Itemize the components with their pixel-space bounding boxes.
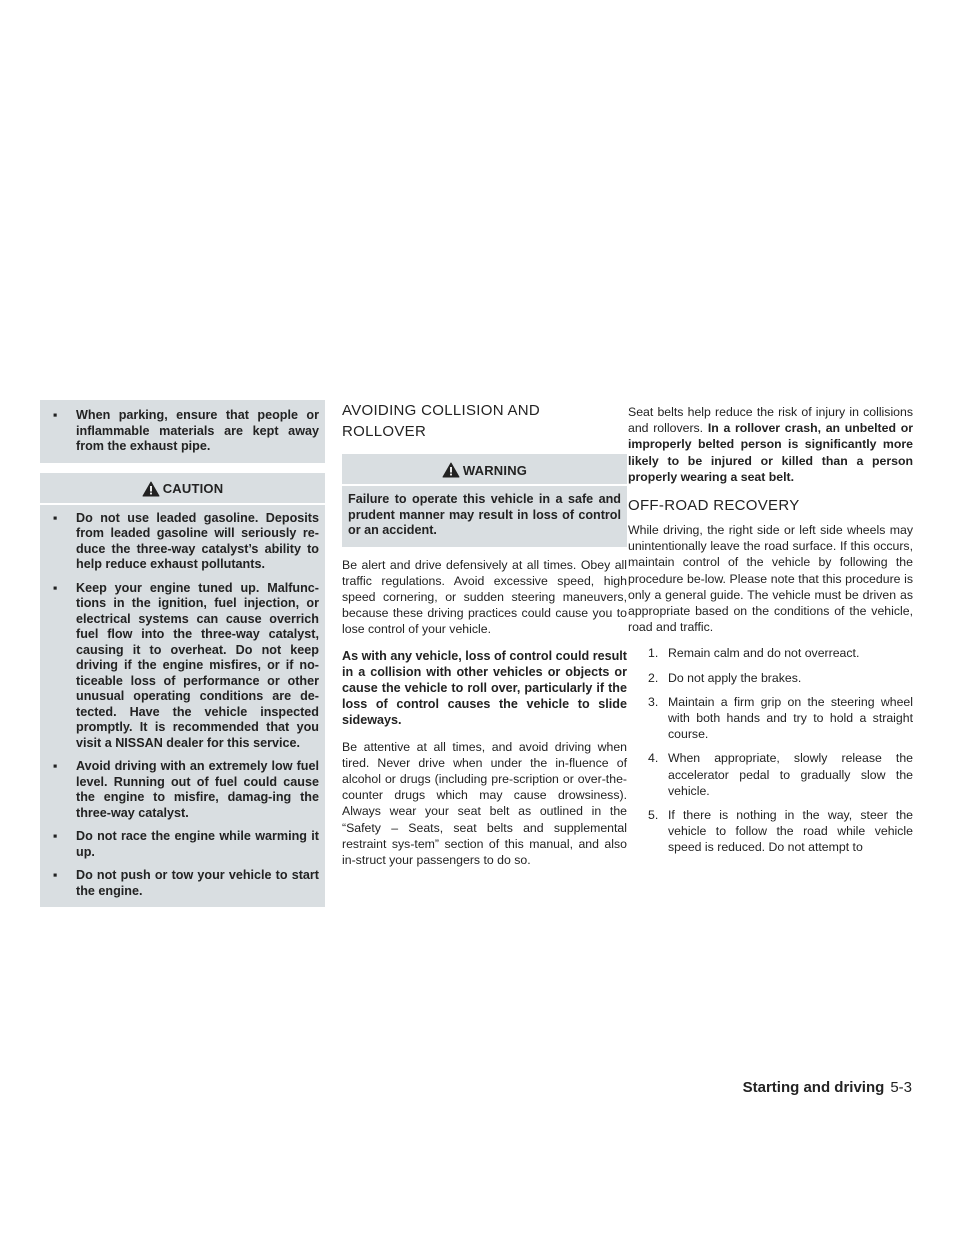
footer-section-name: Starting and driving	[742, 1079, 885, 1096]
list-item: ▪ Keep your engine tuned up. Malfunc-tions in the ignition, fuel injection, or electrical systems can cause overrich fuel flow into the three-way catalyst, causing it to overheat. Do not keep driving if the engine misfires, or if no-ticeable loss of performance or other unusual operating conditions are de-tected. Have the vehicle inspected promptly. It is recommended that you visit a NISSAN dealer for this service.	[53, 580, 319, 750]
caution-box	[40, 473, 325, 908]
bullet-icon: ▪	[53, 868, 58, 882]
list-item: ▪ Do not race the engine while warming it up.	[53, 829, 319, 859]
paragraph: Be alert and drive defensively at all times. Obey all traffic regulations. Avoid excessive speed, high speed cornering, or sudden steering maneuvers, because these driving practices could cause you to lose control of your vehicle.	[342, 557, 627, 637]
warning-box	[342, 454, 627, 547]
bullet-icon: ▪	[53, 580, 58, 595]
warning-header	[342, 460, 627, 480]
exhaust-notice-box	[40, 400, 325, 463]
bullet-icon: ▪	[53, 829, 58, 843]
paragraph-bold: As with any vehicle, loss of control could result in a collision with other vehicles or objects or cause the vehicle to roll over, particularly if the loss of control causes the vehicle to slide sideways.	[342, 648, 627, 728]
paragraph-seatbelts: Seat belts help reduce the risk of injury in collisions and rollovers. In a rollover crash, an unbelted or improperly belted person is significantly more likely to be injured or killed than a person properly wearing a seat belt.	[628, 405, 913, 484]
page-footer	[743, 1079, 912, 1096]
column-middle	[342, 400, 627, 878]
caution-bullet-list	[46, 511, 319, 900]
list-item: ▪ When parking, ensure that people or inflammable materials are kept away from the exhaust pipe.	[53, 408, 319, 453]
warning-title: WARNING	[462, 462, 528, 478]
page-number: 5-3	[890, 1079, 912, 1096]
list-item: 4. When appropriate, slowly release the accelerator pedal to gradually slow the vehicle.	[648, 751, 913, 798]
caution-title: CAUTION	[162, 481, 224, 496]
list-item: 5. If there is nothing in the way, steer the vehicle to follow the road while vehicle speed is reduced. Do not attempt to	[648, 808, 913, 855]
bullet-icon: ▪	[53, 408, 58, 422]
column-left	[40, 400, 325, 907]
warning-triangle-icon	[442, 462, 460, 478]
column-right	[628, 404, 913, 864]
divider	[342, 484, 627, 486]
paragraph: While driving, the right side or left side wheels may unintentionally leave the road surface. If this occurs, maintain control of the vehicle by following the procedure be-low. Please note that this procedure is only a general guide. The vehicle must be driven as appropriate based on the conditions of the vehicle, road and traffic.	[628, 523, 913, 635]
list-item: ▪ Avoid driving with an extremely low fuel level. Running out of fuel could cause the engine to misfire, damag-ing the three-way catalyst.	[53, 759, 319, 820]
section-title-collision: AVOIDING COLLISION AND ROLLOVER	[342, 402, 541, 440]
list-item: 3. Maintain a firm grip on the steering wheel with both hands and try to hold a straight course.	[648, 694, 913, 742]
list-item: ▪ Do not use leaded gasoline. Deposits from leaded gasoline will seriously re-duce the three-way catalyst’s ability to help reduce exhaust pollutants.	[53, 510, 319, 571]
list-item: 2. Do not apply the brakes.	[648, 670, 802, 685]
list-item: ▪ Do not push or tow your vehicle to start the engine.	[53, 868, 319, 898]
caution-header	[46, 479, 319, 499]
section-title-offroad: OFF-ROAD RECOVERY	[628, 497, 800, 515]
list-item: 1. Remain calm and do not overreact.	[648, 646, 860, 661]
divider	[40, 503, 325, 505]
warning-text: Failure to operate this vehicle in a safe and prudent manner may result in loss of control or an accident.	[348, 492, 621, 537]
bullet-icon: ▪	[53, 759, 58, 773]
top-bullet-list	[46, 408, 319, 455]
warning-triangle-icon	[142, 481, 160, 497]
recovery-steps-list	[628, 645, 913, 855]
paragraph: Be attentive at all times, and avoid driving when tired. Never drive when under the in-fluence of alcohol or drugs (including pre-scription or over-the-counter drugs which may cause drowsiness). Always wear your seat belt as outlined in the “Safety – Seats, seat belts and supplemental restraint sys-tem” section of this manual, and also in-struct your passengers to do so.	[342, 739, 627, 867]
bullet-icon: ▪	[53, 510, 58, 525]
